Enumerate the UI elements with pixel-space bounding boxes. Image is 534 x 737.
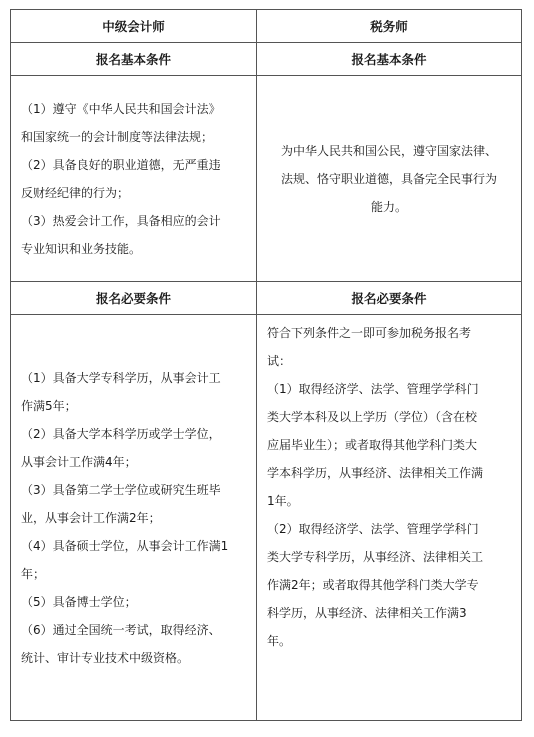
required-title-right: 报名必要条件 (257, 282, 522, 315)
text-line: （2）取得经济学、法学、管理学学科门 (267, 522, 479, 536)
text-line: 类大学专科学历，从事经济、法律相关工 (267, 550, 484, 564)
basic-title-row (11, 43, 522, 76)
basic-title-right: 报名基本条件 (257, 43, 522, 76)
text-line: 反财经纪律的行为； (21, 185, 130, 200)
text-line: 科学历，从事经济、法律相关工作满3 (267, 606, 467, 620)
required-title-left: 报名必要条件 (11, 282, 257, 315)
required-right-content (257, 315, 522, 721)
text-line: （3）具备第二学士学位或研究生班毕 (21, 482, 221, 497)
text-line: 符合下列条件之一即可参加税务报名考 (267, 326, 472, 340)
text-line: 从事会计工作满4年； (21, 454, 137, 469)
basic-left-content (11, 76, 257, 282)
text-line: （2）具备大学本科学历或学士学位， (21, 426, 221, 441)
text-line: 法规、恪守职业道德，具备完全民事行为 (280, 171, 497, 186)
basic-content-row (11, 76, 522, 282)
text-line: （1）遵守《中华人民共和国会计法》 (21, 101, 221, 116)
basic-title-left: 报名基本条件 (11, 43, 257, 76)
required-title-row (11, 282, 522, 315)
required-content-row (11, 315, 522, 721)
text-line: 能力。 (370, 199, 407, 214)
required-left-content (11, 315, 257, 721)
text-line: 年； (21, 566, 46, 581)
header-right: 税务师 (257, 10, 522, 43)
text-line: 统计、审计专业技术中级资格。 (21, 650, 190, 665)
text-line: （2）具备良好的职业道德，无严重违 (21, 157, 221, 172)
text-line: 专业知识和业务技能。 (21, 241, 142, 256)
text-line: 应届毕业生）；或者取得其他学科门类大 (267, 438, 478, 452)
text-line: 1年。 (267, 494, 299, 508)
header-row (11, 10, 522, 43)
header-left: 中级会计师 (11, 10, 257, 43)
text-line: 业，从事会计工作满2年； (21, 510, 161, 525)
text-line: 年。 (267, 634, 292, 648)
text-line: （4）具备硕士学位，从事会计工作满1 (21, 538, 229, 553)
text-line: 试： (267, 354, 292, 368)
text-line: （5）具备博士学位； (21, 594, 137, 609)
text-line: 为中华人民共和国公民，遵守国家法律、 (280, 143, 497, 158)
text-line: （1）具备大学专科学历，从事会计工 (21, 370, 221, 385)
text-line: 类大学本科及以上学历（学位）（含在校 (267, 410, 478, 424)
text-line: （6）通过全国统一考试，取得经济、 (21, 622, 221, 637)
text-line: 学本科学历，从事经济、法律相关工作满 (267, 466, 484, 480)
text-line: （1）取得经济学、法学、管理学学科门 (267, 382, 479, 396)
text-line: 作满5年； (21, 398, 77, 413)
basic-right-content (257, 76, 522, 282)
comparison-table (10, 9, 522, 721)
text-line: 作满2年；或者取得其他学科门类大学专 (267, 578, 479, 592)
text-line: （3）热爱会计工作，具备相应的会计 (21, 213, 221, 228)
text-line: 和国家统一的会计制度等法律法规； (21, 129, 214, 144)
